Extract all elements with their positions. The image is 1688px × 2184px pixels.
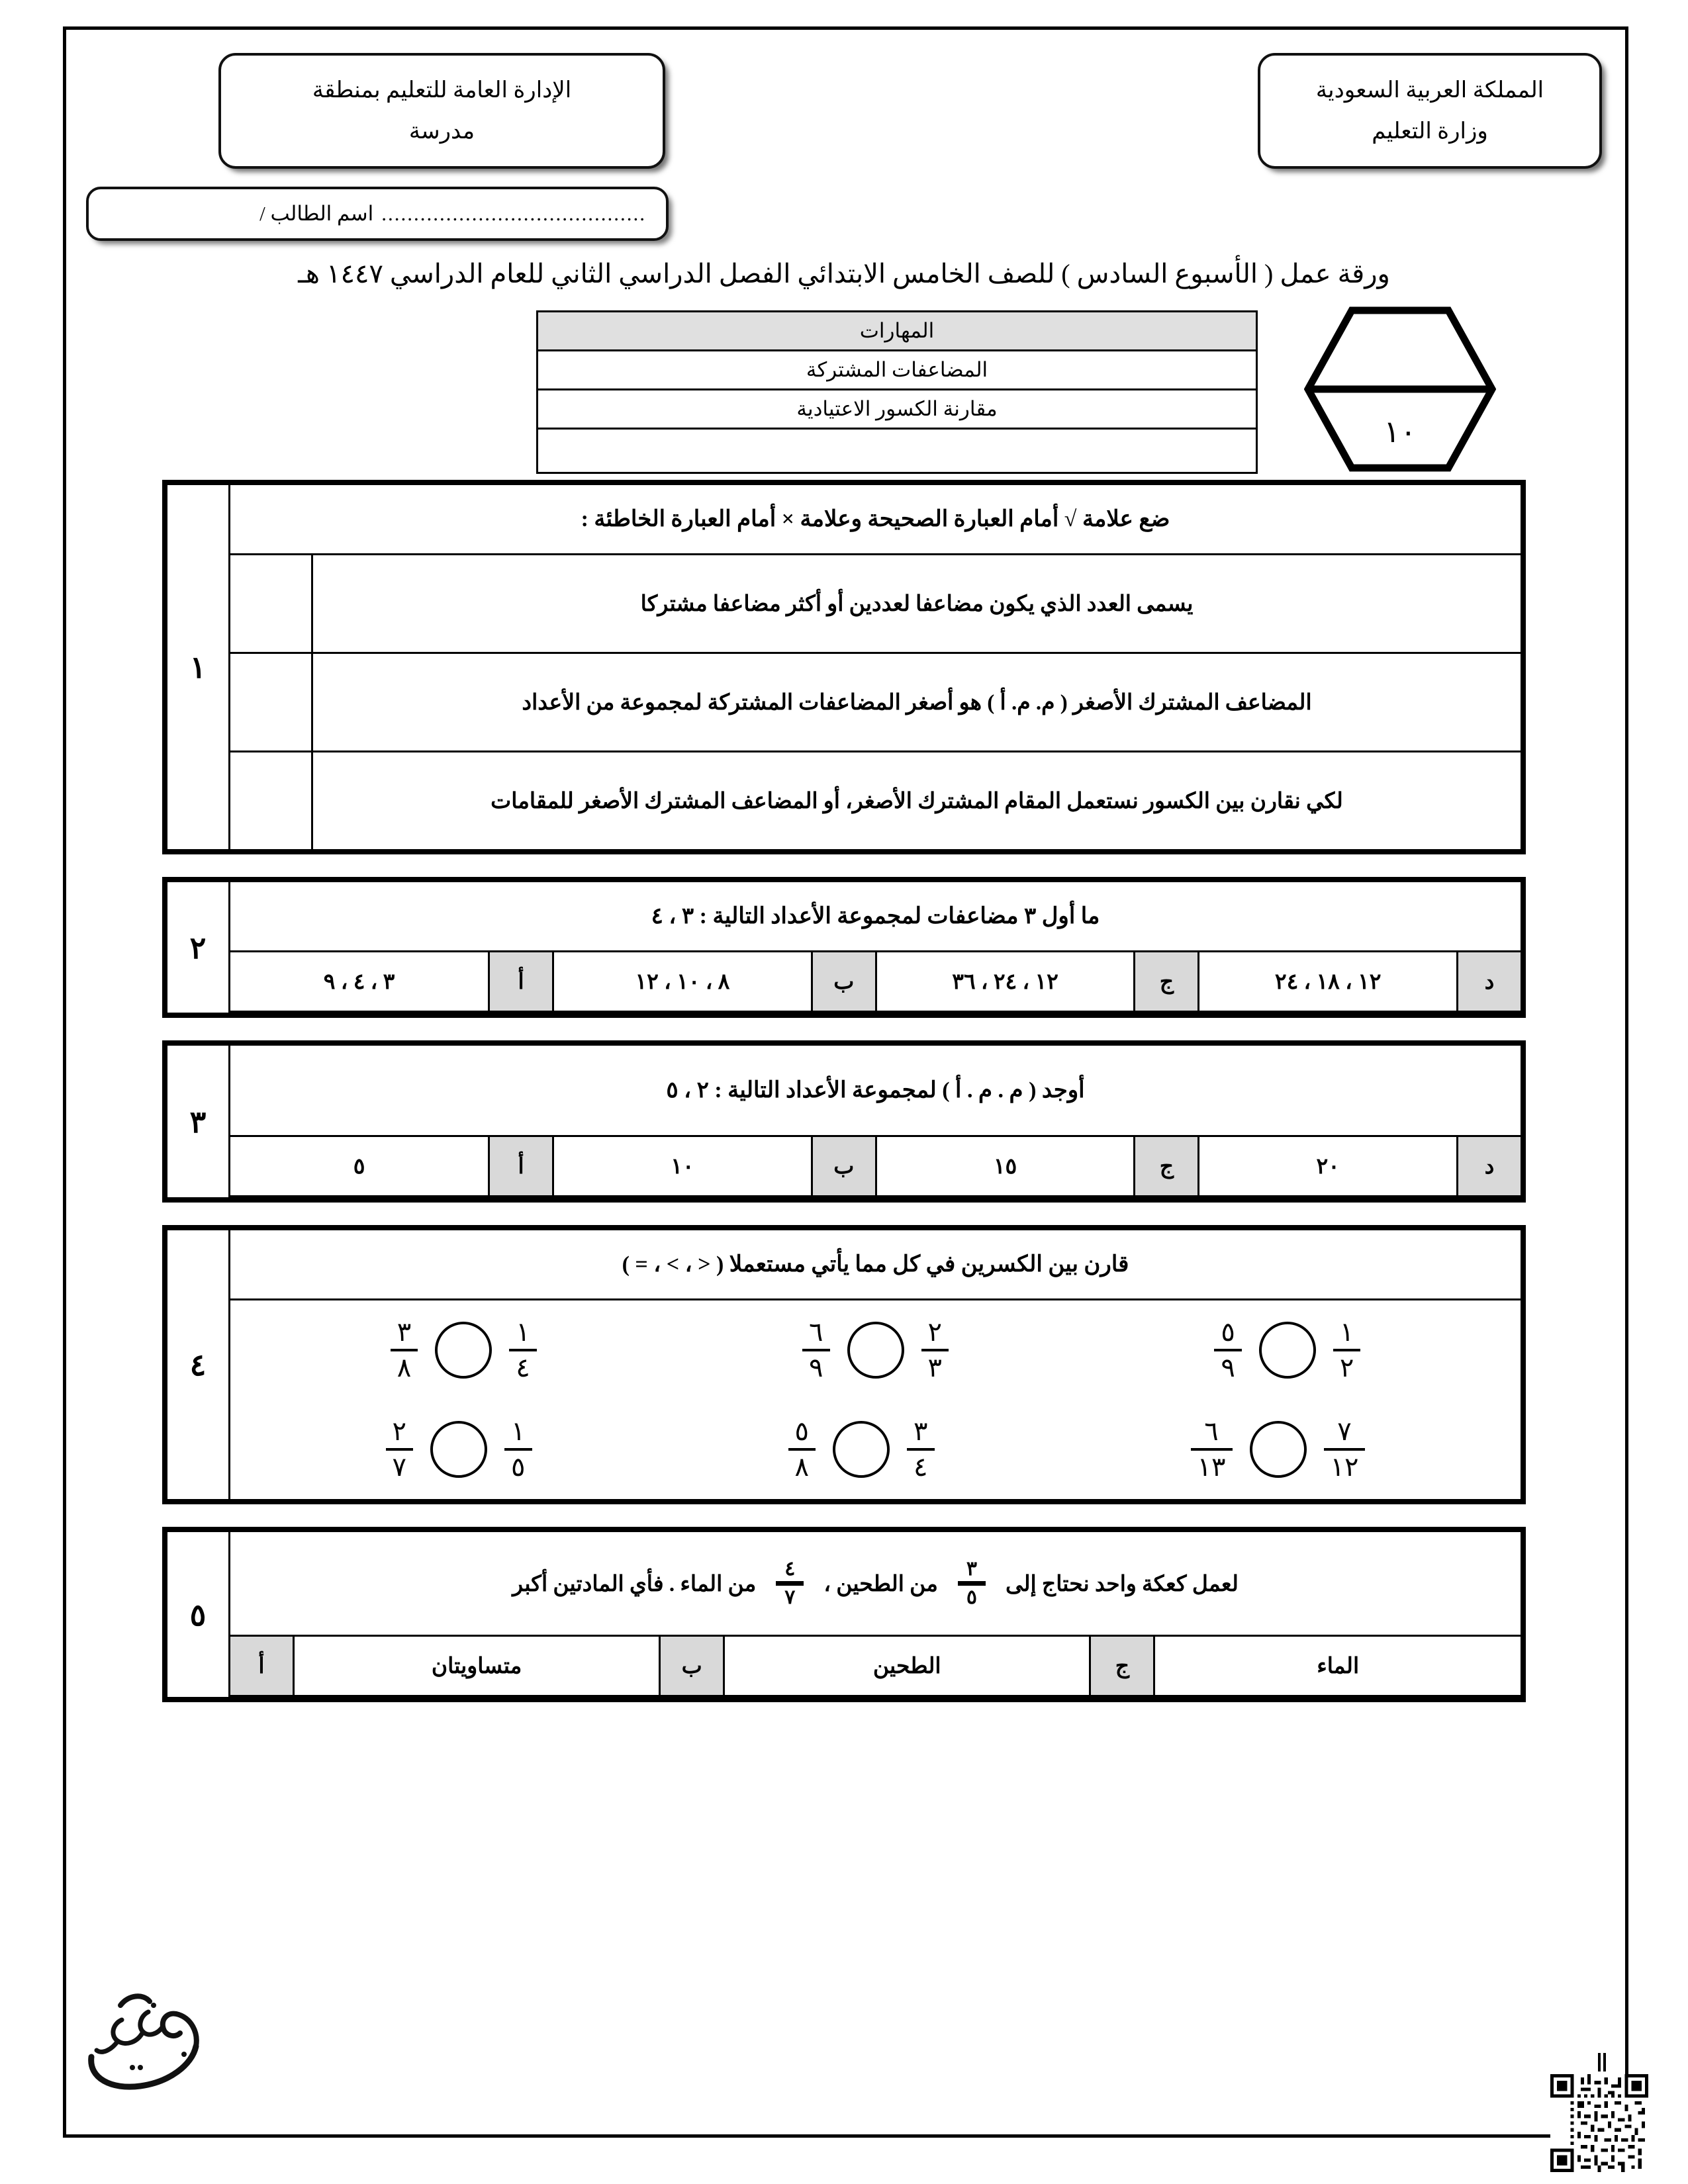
fraction-pair xyxy=(1191,1418,1366,1481)
fraction-right xyxy=(907,1418,934,1481)
skills-section xyxy=(86,301,1602,480)
option-text-b[interactable]: الطحين xyxy=(724,1637,1090,1696)
question-3-prompt: أوجد ( م . م . أ ) لمجموعة الأعداد التالية : ٢ ، ٥ xyxy=(230,1045,1522,1136)
options-row xyxy=(167,952,1522,1014)
fraction-left xyxy=(1191,1418,1233,1481)
comparison-circle[interactable] xyxy=(1250,1421,1307,1478)
denominator: ٧ xyxy=(776,1581,804,1608)
skill-cell-2: مقارنة الكسور الاعتيادية xyxy=(538,390,1257,429)
option-letter-d[interactable]: أ xyxy=(489,952,553,1012)
option-text-c[interactable]: الماء xyxy=(1154,1637,1521,1696)
header-row xyxy=(86,46,1602,172)
qr-code-icon xyxy=(1550,2074,1648,2172)
numerator: ١ xyxy=(1339,1317,1354,1347)
question-5-prompt xyxy=(231,1533,1520,1634)
statement-text-2: المضاعف المشترك الأصغر ( م. م. أ ) هو أصغر المضاعفات المشتركة لمجموعة من الأعداد xyxy=(312,654,1521,751)
skill-row xyxy=(538,351,1257,390)
option-letter-a[interactable]: د xyxy=(1458,952,1521,1012)
ministry-label: وزارة التعليم xyxy=(1372,118,1488,144)
fraction-left xyxy=(386,1418,413,1481)
student-name-field[interactable] xyxy=(86,187,669,241)
school-label: مدرسة xyxy=(408,118,475,144)
fraction-left xyxy=(802,1318,829,1382)
q5-text-part1: لعمل كعكة واحد نحتاج إلى xyxy=(1005,1572,1239,1596)
skill-row xyxy=(538,390,1257,429)
question-header-row xyxy=(167,484,1522,555)
option-letter-a[interactable]: أ xyxy=(230,1637,294,1696)
fraction-left xyxy=(1214,1318,1241,1382)
numerator: ٧ xyxy=(1337,1416,1352,1446)
denominator: ٧ xyxy=(386,1448,413,1481)
skill-row xyxy=(538,429,1257,473)
kingdom-label: المملكة العربية السعودية xyxy=(1315,78,1544,103)
fraction-pairs-row-1 xyxy=(231,1301,1520,1399)
score-total: ١٠ xyxy=(1383,415,1417,449)
denominator: ٥ xyxy=(504,1448,532,1481)
question-header-row xyxy=(167,882,1522,952)
option-text-a[interactable]: ١٢ ، ١٨ ، ٢٤ xyxy=(1199,952,1458,1012)
question-header-row xyxy=(167,1045,1522,1136)
numerator: ٢ xyxy=(392,1416,407,1446)
denominator: ٩ xyxy=(1214,1349,1241,1382)
question-block-4 xyxy=(162,1225,1526,1504)
denominator: ٢ xyxy=(1333,1349,1360,1382)
fraction-pair xyxy=(802,1318,949,1382)
option-text-a[interactable]: ٢٠ xyxy=(1199,1137,1458,1197)
comparison-circle[interactable] xyxy=(1259,1322,1316,1379)
score-hexagon xyxy=(1304,306,1496,475)
education-directorate-plate xyxy=(218,53,665,169)
numerator: ٦ xyxy=(809,1317,823,1347)
question-header-row xyxy=(167,1531,1522,1636)
denominator: ١٣ xyxy=(1191,1448,1233,1481)
option-text-b[interactable]: ١٢ ، ٢٤ ، ٣٦ xyxy=(876,952,1135,1012)
fraction-pair xyxy=(386,1418,532,1481)
fraction-left xyxy=(391,1318,418,1382)
options-row xyxy=(167,1636,1522,1698)
question-block-2 xyxy=(162,877,1526,1018)
statement-row xyxy=(167,653,1522,752)
question-header-row xyxy=(167,1230,1522,1300)
fraction-pairs-row-2 xyxy=(231,1400,1520,1498)
option-letter-b[interactable]: ج xyxy=(1135,952,1199,1012)
option-letter-b[interactable]: ج xyxy=(1135,1137,1199,1197)
worksheet-title: ورقة عمل ( الأسبوع السادس ) للصف الخامس الابتدائي الفصل الدراسي الثاني للعام الدراسي ١٤٤٧ هـ xyxy=(298,259,1390,289)
directorate-label: الإدارة العامة للتعليم بمنطقة xyxy=(312,78,572,103)
ministry-plate xyxy=(1258,53,1602,169)
question-3-options xyxy=(230,1137,1521,1197)
question-5-number: ٥ xyxy=(167,1531,230,1698)
option-letter-a[interactable]: د xyxy=(1458,1137,1521,1197)
statement-row xyxy=(167,555,1522,653)
question-2-options xyxy=(230,952,1521,1013)
fraction-right xyxy=(921,1318,949,1382)
denominator: ٩ xyxy=(802,1349,829,1382)
numerator: ٦ xyxy=(1204,1416,1219,1446)
question-block-3 xyxy=(162,1040,1526,1203)
question-2-number: ٢ xyxy=(167,882,230,1014)
denominator: ٣ xyxy=(921,1349,949,1382)
q5-water-fraction xyxy=(776,1559,804,1608)
option-text-c[interactable]: ٨ ، ١٠ ، ١٢ xyxy=(553,952,812,1012)
question-4-prompt: قارن بين الكسرين في كل مما يأتي مستعملا ( < ، > ، = ) xyxy=(230,1230,1522,1300)
statement-text-3: لكي نقارن بين الكسور نستعمل المقام المشترك الأصغر، أو المضاعف المشترك الأصغر للمقامات xyxy=(312,752,1521,849)
statement-row xyxy=(167,752,1522,850)
option-letter-c[interactable]: ب xyxy=(812,1137,876,1197)
fraction-pair xyxy=(788,1418,935,1481)
numerator: ٥ xyxy=(1221,1317,1235,1347)
fraction-row xyxy=(167,1300,1522,1400)
denominator: ٨ xyxy=(391,1349,418,1382)
question-5-options xyxy=(230,1637,1521,1697)
fraction-row xyxy=(167,1400,1522,1500)
statement-text-1: يسمى العدد الذي يكون مضاعفا لعددين أو أكثر مضاعفا مشتركا xyxy=(312,555,1521,652)
fraction-pair xyxy=(1214,1318,1360,1382)
skill-cell-1: المضاعفات المشتركة xyxy=(538,351,1257,390)
option-letter-b[interactable]: ب xyxy=(660,1637,724,1696)
option-text-d[interactable]: ٣ ، ٤ ، ٩ xyxy=(230,952,489,1012)
fraction-right xyxy=(509,1318,536,1382)
comparison-circle[interactable] xyxy=(430,1421,487,1478)
teacher-signature-logo xyxy=(79,1985,232,2105)
q5-text-part3: من الماء . فأي المادتين أكبر xyxy=(512,1572,757,1596)
question-3-number: ٣ xyxy=(167,1045,230,1199)
option-text-c[interactable]: ١٠ xyxy=(553,1137,812,1197)
question-block-5 xyxy=(162,1527,1526,1702)
numerator: ٣ xyxy=(914,1416,928,1446)
denominator: ٤ xyxy=(509,1349,536,1382)
numerator: ٣ xyxy=(966,1558,977,1580)
question-1-prompt: ضع علامة √ أمام العبارة الصحيحة وعلامة × أمام العبارة الخاطئة : xyxy=(230,484,1522,555)
comparison-circle[interactable] xyxy=(435,1322,492,1379)
student-name-label: اسم الطالب / xyxy=(259,202,374,225)
option-letter-d[interactable]: أ xyxy=(489,1137,553,1197)
option-letter-c[interactable]: ب xyxy=(812,952,876,1012)
fraction-left xyxy=(788,1418,816,1481)
denominator: ٨ xyxy=(788,1448,816,1481)
numerator: ٣ xyxy=(397,1317,412,1347)
question-block-1 xyxy=(162,480,1526,854)
option-text-b[interactable]: ١٥ xyxy=(876,1137,1135,1197)
comparison-circle[interactable] xyxy=(847,1322,904,1379)
question-2-prompt: ما أول ٣ مضاعفات لمجموعة الأعداد التالية : ٣ ، ٤ xyxy=(230,882,1522,952)
statement-answer-box-2[interactable] xyxy=(230,654,312,751)
skills-header-cell: المهارات xyxy=(538,312,1257,351)
student-name-dots: ......................................... xyxy=(381,202,646,225)
denominator: ٤ xyxy=(907,1448,934,1481)
denominator: ١٢ xyxy=(1324,1448,1366,1481)
fraction-right xyxy=(1324,1418,1366,1481)
denominator: ٥ xyxy=(958,1581,986,1608)
numerator: ١ xyxy=(511,1416,526,1446)
fraction-right xyxy=(504,1418,532,1481)
skill-cell-3 xyxy=(538,429,1257,473)
q5-text-part2: من الطحين ، xyxy=(823,1572,938,1596)
comparison-circle[interactable] xyxy=(833,1421,890,1478)
fraction-right xyxy=(1333,1318,1360,1382)
fraction-pair xyxy=(391,1318,537,1382)
numerator: ١ xyxy=(516,1317,530,1347)
skills-table xyxy=(536,310,1258,474)
numerator: ٢ xyxy=(927,1317,942,1347)
qr-marker-icon xyxy=(1595,2053,1610,2071)
numerator: ٤ xyxy=(784,1558,796,1580)
statement-answer-box-1[interactable] xyxy=(230,555,312,652)
option-text-a[interactable]: متساويتان xyxy=(294,1637,660,1696)
option-letter-c[interactable]: ج xyxy=(1090,1637,1154,1696)
options-row xyxy=(167,1136,1522,1199)
skills-header-row xyxy=(538,312,1257,351)
statement-answer-box-3[interactable] xyxy=(230,752,312,849)
q5-flour-fraction xyxy=(958,1559,986,1608)
question-1-number: ١ xyxy=(167,484,230,850)
numerator: ٥ xyxy=(794,1416,810,1446)
question-4-number: ٤ xyxy=(167,1230,230,1500)
option-text-d[interactable]: ٥ xyxy=(230,1137,489,1197)
